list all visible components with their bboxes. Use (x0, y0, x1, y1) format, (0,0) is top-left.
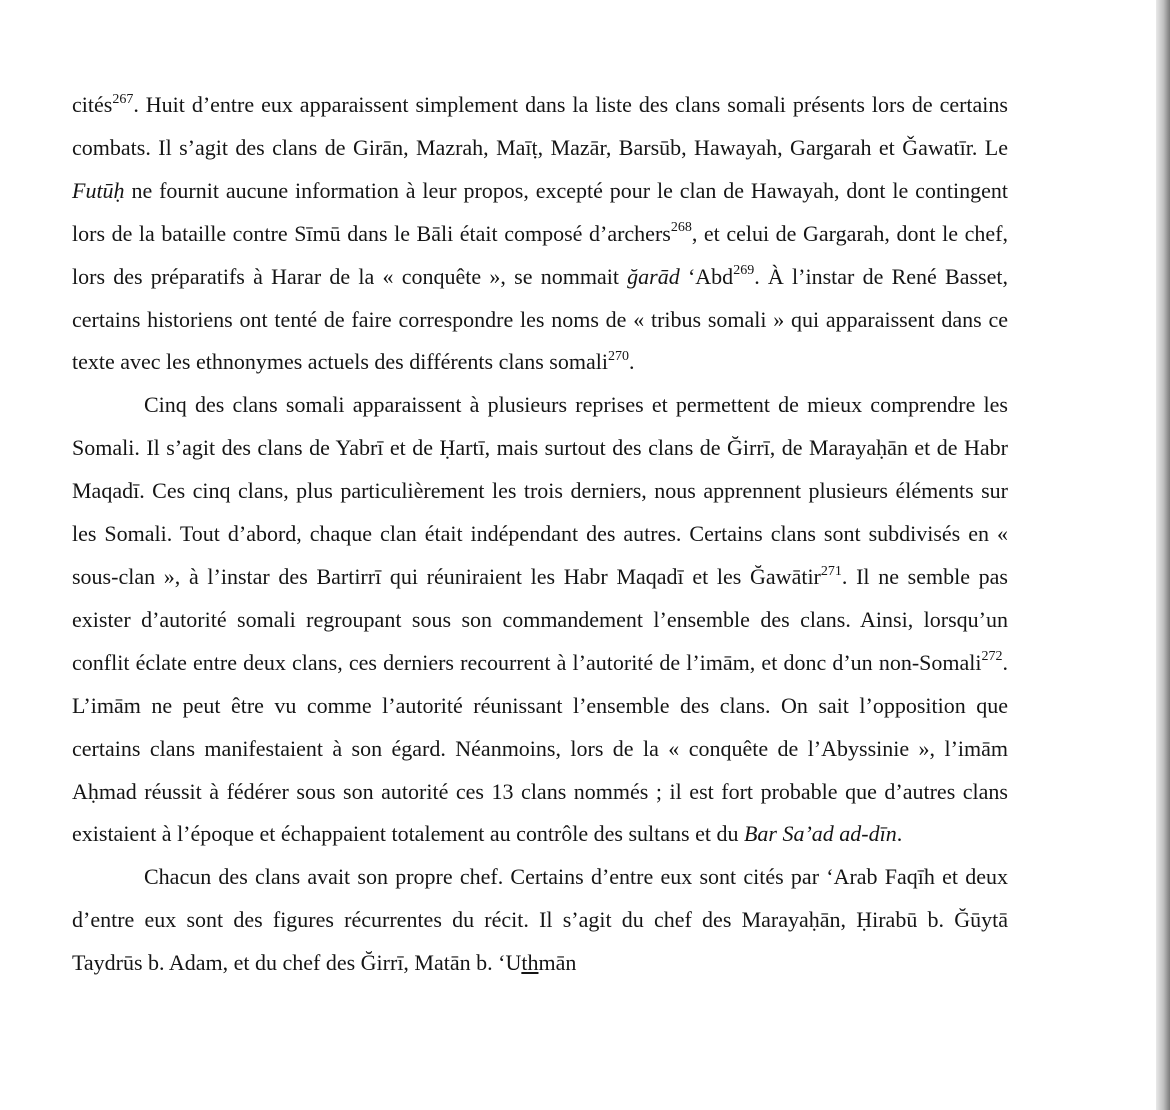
paragraph (72, 384, 1008, 856)
text-run: . L’imām ne peut être vu comme l’autorité réunissant l’ensemble des clans. On sait l’opposition que certains clans manifestaient à son égard. Néanmoins, lors de la « conquête de l’Abyssinie », l’imām Aḥmad réussit à fédérer sous son autorité ces 13 clans nommés ; il est fort probable que d’autres clans existaient à l’époque et échappaient totalement au contrôle des sultans et du (72, 649, 1008, 847)
text-run: . (628, 349, 635, 375)
text-run: . Il ne semble pas exister d’autorité somali regroupant sous son commandement l’ensemble des clans. Ainsi, lorsqu’un conflit éclate entre deux clans, ces derniers recourrent à l’autorité de l’imām, et donc d’un non-Somali (72, 563, 1008, 675)
text-body (72, 84, 1008, 985)
footnote-ref[interactable]: 267 (112, 91, 134, 107)
text-run: , et celui de Gargarah, dont le chef, lors des préparatifs à Harar de la « conquête », se nommait (72, 220, 1008, 289)
paragraph (72, 856, 1008, 985)
footnote-ref[interactable]: 271 (820, 563, 842, 579)
text-run: mān (538, 950, 577, 976)
text-run: cités (72, 92, 113, 117)
page-edge-shadow (1156, 0, 1170, 1110)
footnote-ref[interactable]: 269 (733, 263, 755, 279)
italic-text: ğarād (627, 263, 680, 289)
italic-text: Futūḥ (72, 177, 125, 203)
paragraph (72, 84, 1008, 384)
text-run: . (896, 821, 903, 847)
text-run: ne fournit aucune information à leur propos, excepté pour le clan de Hawayah, dont le contingent lors de la bataille contre Sīmū dans le Bāli était composé d’archers (72, 177, 1008, 246)
text-run: . Huit d’entre eux apparaissent simplement dans la liste des clans somali présents lors de certains combats. Il s’agit des clans de Girān, Mazrah, Maīṭ, Mazār, Barsūb, Hawayah, Gargarah et Ǧawatīr. Le (72, 92, 1008, 160)
text-run: Chacun des clans avait son propre chef. Certains d’entre eux sont cités par ‘Arab Faqīh et deux d’entre eux sont des figures récurrentes du récit. Il s’agit du chef des Marayaḥān, Ḥirabū b. Ğūytā Taydrūs b. Adam, et du chef des Ğirrī, Matān b. ‘U (72, 864, 1008, 976)
text-run: ‘Abd (679, 263, 734, 289)
text-run: . À l’instar de René Basset, certains historiens ont tenté de faire correspondre les noms de « tribus somali » qui apparaissent dans ce texte avec les ethnonymes actuels des différents clans somali (72, 263, 1008, 375)
footnote-ref[interactable]: 268 (670, 220, 692, 236)
footnote-ref[interactable]: 272 (981, 649, 1003, 665)
footnote-ref[interactable]: 270 (607, 349, 629, 365)
italic-text: Bar Sa’ad ad-dīn (743, 821, 897, 847)
text-run: th (521, 950, 539, 976)
text-run: Cinq des clans somali apparaissent à plusieurs reprises et permettent de mieux comprendre les Somali. Il s’agit des clans de Yabrī et de Ḥartī, mais surtout des clans de Ğirrī, de Marayaḥān et de Habr Maqadī. Ces cinq clans, plus particulièrement les trois derniers, nous apprennent plusieurs éléments sur les Somali. Tout d’abord, chaque clan était indépendant des autres. Certains clans sont subdivisés en « sous-clan », à l’instar des Bartirrī qui réuniraient les Habr Maqadī et les Ğawātir (72, 392, 1008, 589)
